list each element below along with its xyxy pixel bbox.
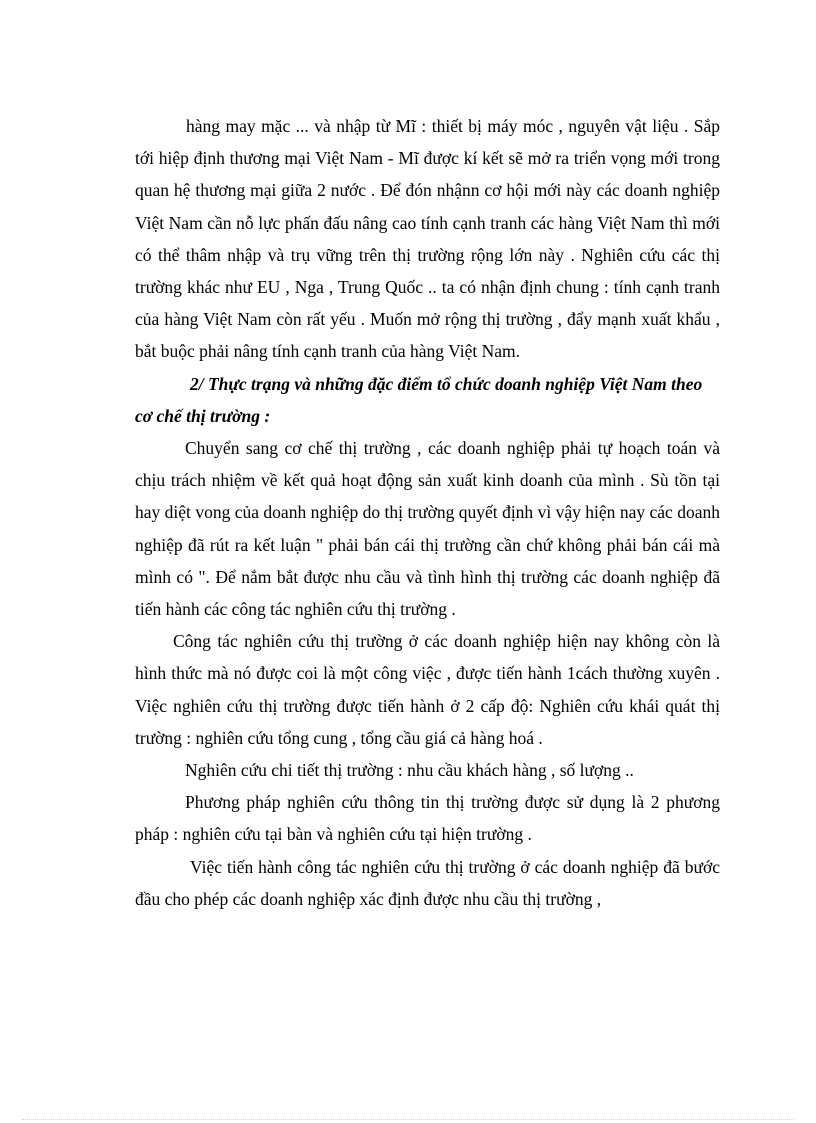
paragraph-research-methods: Phương pháp nghiên cứu thông tin thị trường được sử dụng là 2 phương pháp : nghiên cứu tại bàn và nghiên cứu tại hiện trường . (135, 792, 720, 845)
paragraph-market-mechanism: Chuyển sang cơ chế thị trường , các doanh nghiệp phải tự hoạch toán và chịu trách nhiệm về kết quả hoạt động sản xuất kinh doanh của mình . Sù tồn tại hay diệt vong của doanh nghiệp do thị trường quyết định vì vậy hiện nay các doanh nghiệp đã rút ra kết luận " phải bán cái thị trường cần chứ không phải bán cái mà mình có ". Để nắm bắt được nhu cầu và tình hình thị trường các doanh nghiệp đã tiến hành các công tác nghiên cứu thị trường . (135, 438, 720, 620)
document-body (135, 110, 720, 915)
page-bottom-divider (22, 1119, 794, 1120)
section-heading: 2/ Thực trạng và những đặc điểm tổ chức doanh nghiệp Việt Nam theo cơ chế thị trường : (135, 373, 703, 426)
paragraph-research-work: Công tác nghiên cứu thị trường ở các doanh nghiệp hiện nay không còn là hình thức mà nó được coi là một công việc , được tiến hành 1cách thường xuyên . Việc nghiên cứu thị trường được tiến hành ở 2 cấp độ: Nghiên cứu khái quát thị trường : nghiên cứu tổng cung , tổng cầu giá cả hàng hoá . (135, 631, 720, 748)
paragraph-trade-outlook: hàng may mặc ... và nhập từ Mĩ : thiết bị máy móc , nguyên vật liệu . Sắp tới hiệp định thương mại Việt Nam - Mĩ được kí kết sẽ mở ra triển vọng mới trong quan hệ thương mại giữa 2 nước . Để đón nhậnn cơ hội mới này các doanh nghiệp Việt Nam cần nỗ lực phấn đấu nâng cao tính cạnh tranh các hàng Việt Nam thì mới có thể thâm nhập và trụ vững trên thị trường rộng lớn này . Nghiên cứu các thị trường khác như EU , Nga , Trung Quốc .. ta có nhận định chung : tính cạnh tranh của hàng Việt Nam còn rất yếu . Muốn mở rộng thị trường , đẩy mạnh xuất khẩu , bắt buộc phải nâng tính cạnh tranh của hàng Việt Nam. (135, 116, 720, 362)
paragraph-research-results: Việc tiến hành công tác nghiên cứu thị trường ở các doanh nghiệp đã bước đầu cho phép các doanh nghiệp xác định được nhu cầu thị trường , (135, 856, 720, 909)
paragraph-detailed-research: Nghiên cứu chi tiết thị trường : nhu cầu khách hàng , số lượng .. (185, 760, 634, 781)
